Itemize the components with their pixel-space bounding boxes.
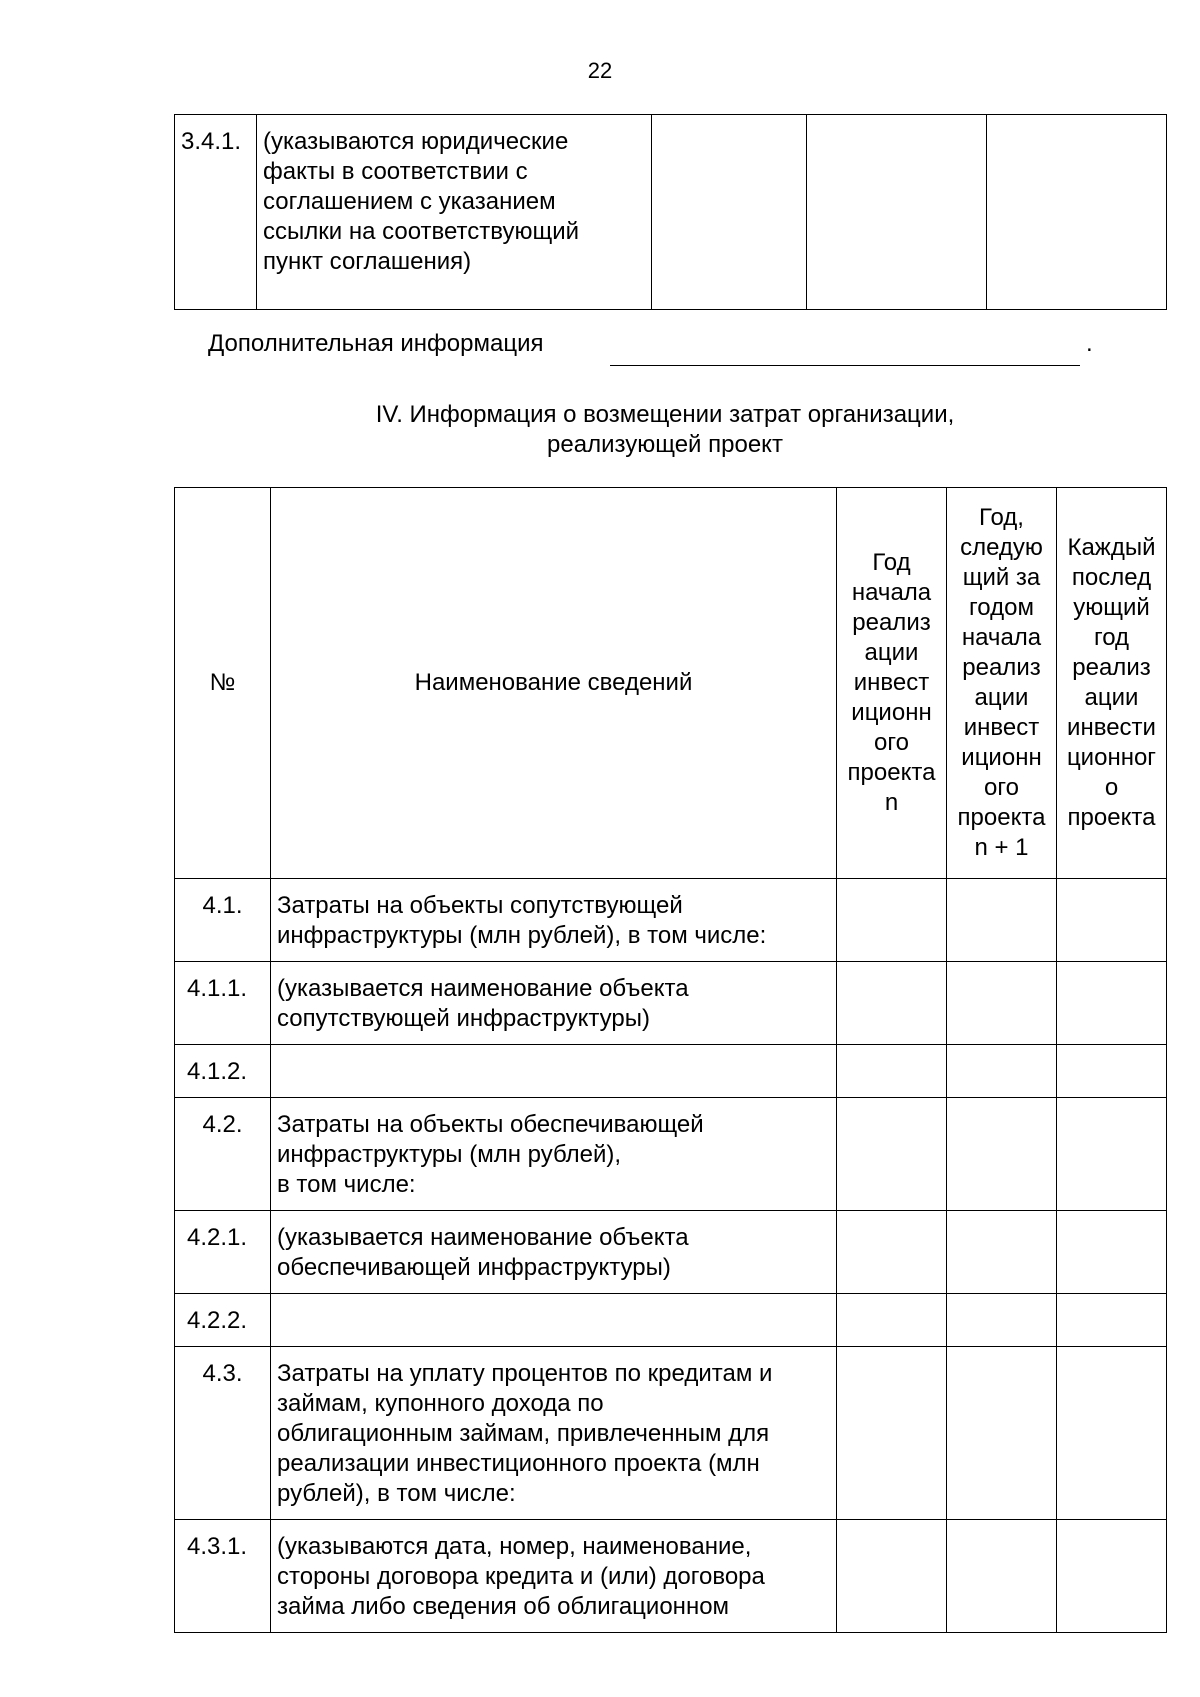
table-cell[interactable]: [837, 1347, 947, 1520]
header-year-n1: Год, следую щий за годом начала реализ ации инвест иционн ого проекта n + 1: [947, 488, 1057, 879]
row-text: (указывается наименование объекта сопутствующей инфраструктуры): [271, 962, 837, 1045]
table-cell[interactable]: [837, 1098, 947, 1211]
table-cell[interactable]: [947, 1520, 1057, 1633]
header-name: Наименование сведений: [271, 488, 837, 879]
table-cell[interactable]: [1057, 1211, 1167, 1294]
row-number: 4.1.1.: [175, 962, 271, 1045]
main-table: [174, 487, 1167, 1633]
table-cell[interactable]: [1057, 1098, 1167, 1211]
top-table: [174, 114, 1167, 310]
table-cell[interactable]: [1057, 1347, 1167, 1520]
row-text: (указываются юридические факты в соответствии с соглашением с указанием ссылки на соответствующий пункт соглашения): [257, 115, 652, 310]
table-row: [175, 1520, 1167, 1633]
table-cell[interactable]: [837, 879, 947, 962]
row-number: 4.2.1.: [175, 1211, 271, 1294]
additional-info-line[interactable]: [610, 365, 1080, 366]
table-cell[interactable]: [1057, 1045, 1167, 1098]
table-cell[interactable]: [807, 115, 987, 310]
row-text: Затраты на объекты сопутствующей инфраструктуры (млн рублей), в том числе:: [271, 879, 837, 962]
table-cell[interactable]: [987, 115, 1167, 310]
additional-info-label: Дополнительная информация: [208, 330, 544, 357]
header-year-n: Год начала реализ ации инвест иционн ого проекта n: [837, 488, 947, 879]
table-cell[interactable]: [837, 1211, 947, 1294]
section-title-line2: реализующей проект: [547, 431, 783, 458]
header-num: №: [175, 488, 271, 879]
table-cell[interactable]: [947, 962, 1057, 1045]
table-row: [175, 115, 1167, 310]
row-number: 4.3.1.: [175, 1520, 271, 1633]
table-cell[interactable]: [1057, 1294, 1167, 1347]
row-text: Затраты на уплату процентов по кредитам и займам, купонного дохода по облигационным займам, привлеченным для реализации инвестиционного проекта (млн рублей), в том числе:: [271, 1347, 837, 1520]
table-cell[interactable]: [947, 1098, 1057, 1211]
table-row: [175, 879, 1167, 962]
row-number: 3.4.1.: [175, 115, 257, 310]
table-cell[interactable]: [837, 1294, 947, 1347]
table-cell[interactable]: [837, 1520, 947, 1633]
row-number: 4.2.: [175, 1098, 271, 1211]
additional-info-period: .: [1086, 330, 1093, 357]
table-row: [175, 1211, 1167, 1294]
table-row: [175, 962, 1167, 1045]
row-number: 4.1.2.: [175, 1045, 271, 1098]
row-text: (указывается наименование объекта обеспечивающей инфраструктуры): [271, 1211, 837, 1294]
row-text: (указываются дата, номер, наименование, стороны договора кредита и (или) договора займа либо сведения об облигационном: [271, 1520, 837, 1633]
table-cell[interactable]: [837, 1045, 947, 1098]
row-number: 4.2.2.: [175, 1294, 271, 1347]
table-row: [175, 1045, 1167, 1098]
header-each-year: Каждый послед ующий год реализ ации инвести ционног о проекта: [1057, 488, 1167, 879]
table-cell[interactable]: [1057, 962, 1167, 1045]
table-cell[interactable]: [947, 1294, 1057, 1347]
table-row: [175, 1347, 1167, 1520]
table-row: [175, 1098, 1167, 1211]
row-text[interactable]: [271, 1045, 837, 1098]
page-number: 22: [587, 58, 613, 83]
table-cell[interactable]: [652, 115, 807, 310]
section-title: [0, 400, 1200, 460]
row-number: 4.3.: [175, 1347, 271, 1520]
section-title-line1: IV. Информация о возмещении затрат организации,: [375, 401, 955, 428]
table-cell[interactable]: [947, 879, 1057, 962]
row-text[interactable]: [271, 1294, 837, 1347]
row-number: 4.1.: [175, 879, 271, 962]
table-header-row: [175, 488, 1167, 879]
table-cell[interactable]: [1057, 1520, 1167, 1633]
table-row: [175, 1294, 1167, 1347]
row-text: Затраты на объекты обеспечивающей инфраструктуры (млн рублей), в том числе:: [271, 1098, 837, 1211]
table-cell[interactable]: [947, 1211, 1057, 1294]
table-cell[interactable]: [947, 1045, 1057, 1098]
table-cell[interactable]: [947, 1347, 1057, 1520]
table-cell[interactable]: [1057, 879, 1167, 962]
table-cell[interactable]: [837, 962, 947, 1045]
